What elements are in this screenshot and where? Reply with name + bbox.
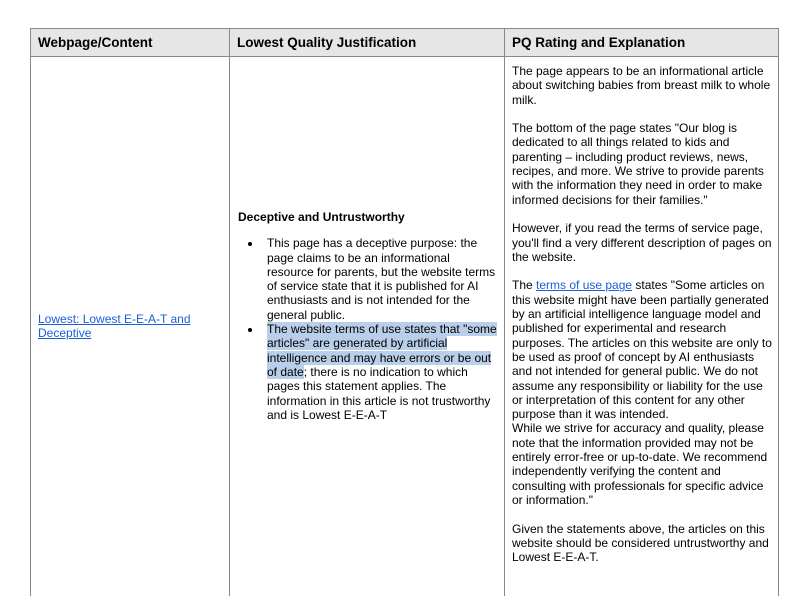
justification-bullet xyxy=(262,322,498,422)
justification-list xyxy=(238,236,498,422)
explanation-paragraph: While we strive for accuracy and quality, please note that the information provided may not be entirely error-free or up-to-date. We recommend independently verifying the content and consulting with professionals for specific advice or information." xyxy=(512,421,768,507)
header-webpage-content: Webpage/Content xyxy=(31,29,230,56)
bullet-text: ; there is no indication to which pages this statement applies. The information in this article is not trustworthy and is Lowest E-E-A-T xyxy=(267,364,491,422)
explanation-paragraph xyxy=(512,278,774,421)
explanation-paragraph: However, if you read the terms of service page, you'll find a very different description of pages on the website. xyxy=(512,221,772,264)
justification-bullet xyxy=(262,236,498,322)
terms-of-use-link[interactable]: terms of use page xyxy=(536,278,633,293)
paragraph-text: states "Some articles on this website might have been partially generated by an artificial intelligence language model and published for experimental and research purposes. The articles on this website are only to be used as proof of concept by AI enthusiasts and not intended for general public. We do not assume any responsibility or liability for the use or interpretation of this content for any other purpose than it was intended. xyxy=(512,278,772,422)
column-divider xyxy=(504,57,505,596)
header-pq-rating-explanation: PQ Rating and Explanation xyxy=(505,29,779,56)
bullet-text: This page has a deceptive purpose: the page claims to be an informational resource for parents, but the website terms of service state that it is published for AI enthusiasts and is not intended for the general public. xyxy=(267,236,496,322)
explanation-paragraph: Given the statements above, the articles on this website should be considered untrustworthy and Lowest E-E-A-T. xyxy=(512,521,769,565)
highlighted-text: The website terms of use states that "some articles" are generated by artificial intelligence and may have errors or be out of date xyxy=(267,322,497,379)
webpage-content-cell xyxy=(38,312,218,341)
justification-title: Deceptive and Untrustworthy xyxy=(238,210,405,224)
column-divider xyxy=(229,57,230,596)
explanation-paragraph: The page appears to be an informational article about switching babies from breast milk to whole milk. xyxy=(512,64,771,107)
explanation-paragraph: The bottom of the page states "Our blog is dedicated to all things related to kids and parenting – including product reviews, news, recipes, and more. We strive to provide parents with the information they need in order to make informed decisions for their families." xyxy=(512,121,764,207)
paragraph-text: The xyxy=(512,278,537,293)
pq-explanation-cell xyxy=(512,64,774,579)
table-header-row xyxy=(31,29,779,57)
column-divider xyxy=(778,57,779,596)
lowest-rating-link[interactable]: Lowest: Lowest E-E-A-T and Deceptive xyxy=(38,312,191,341)
header-lowest-quality-justification: Lowest Quality Justification xyxy=(230,29,505,56)
rating-table xyxy=(30,28,779,596)
justification-cell xyxy=(238,210,498,422)
